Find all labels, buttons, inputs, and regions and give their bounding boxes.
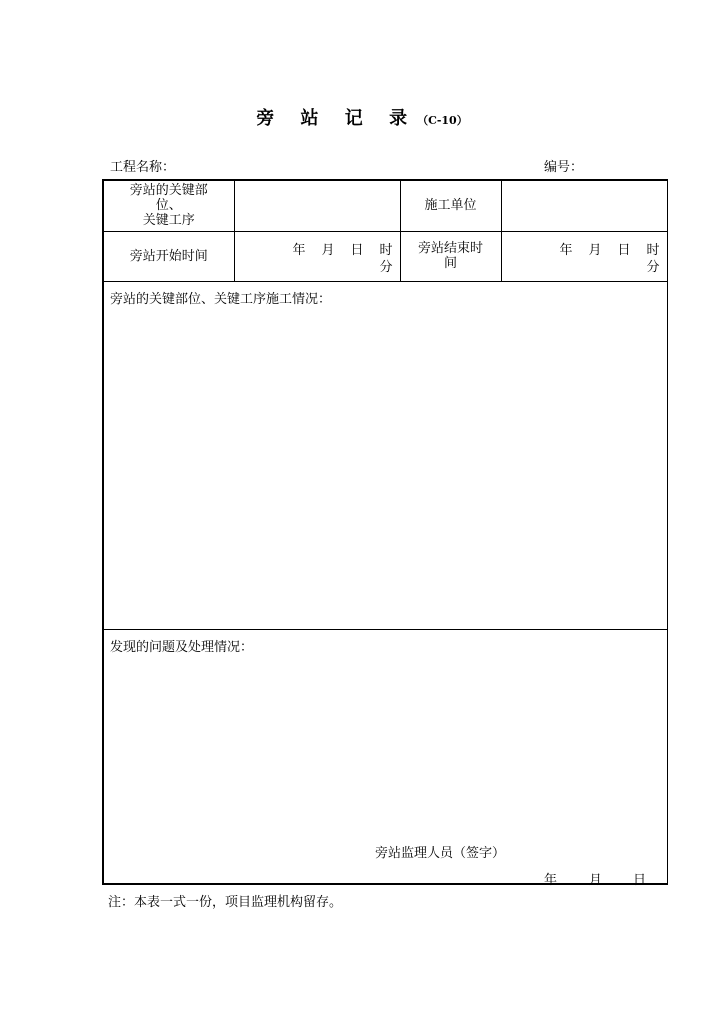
end-time-value-cell[interactable] <box>501 231 667 281</box>
end-hour-unit: 时 <box>646 242 660 258</box>
problems-section[interactable] <box>103 629 667 888</box>
end-year-unit: 年 <box>559 242 573 258</box>
problems-label: 发现的问题及处理情况： <box>110 639 254 655</box>
start-hour-unit: 时 <box>379 242 393 258</box>
start-month-unit: 月 <box>321 242 335 258</box>
supervision-record-table <box>102 179 668 888</box>
footer-note: 注：本表一式一份，项目监理机构留存。 <box>108 895 343 910</box>
start-time-value-cell[interactable] <box>234 231 400 281</box>
supervisor-signature-label: 旁站监理人员（签字） <box>375 845 506 861</box>
end-day-unit: 日 <box>617 242 631 258</box>
key-part-label-line1: 旁站的关键部 <box>129 183 208 199</box>
end-time-label-line2: 间 <box>443 256 457 271</box>
construction-unit-value-cell[interactable] <box>501 180 667 231</box>
number-label: 编号： <box>544 160 584 175</box>
title-main: 旁 站 记 录 <box>256 108 418 129</box>
document-title <box>0 104 724 130</box>
sign-month-unit: 月 <box>589 872 603 888</box>
situation-label: 旁站的关键部位、关键工序施工情况： <box>110 291 332 307</box>
end-minute-unit: 分 <box>646 259 660 275</box>
end-time-label-line1: 旁站结束时 <box>417 241 483 256</box>
key-part-label-line2: 位、 <box>155 198 182 214</box>
end-month-unit: 月 <box>588 242 602 258</box>
key-part-label-line3: 关键工序 <box>142 213 195 229</box>
start-minute-unit: 分 <box>379 259 393 275</box>
sign-day-unit: 日 <box>633 872 647 888</box>
key-part-value-cell[interactable] <box>234 180 400 231</box>
key-part-label-cell <box>103 180 234 231</box>
start-time-label: 旁站开始时间 <box>103 231 234 281</box>
end-time-label-cell <box>400 231 501 281</box>
start-day-unit: 日 <box>350 242 364 258</box>
start-year-unit: 年 <box>292 242 306 258</box>
form-code: （C-10） <box>417 114 468 127</box>
situation-section[interactable] <box>103 281 667 629</box>
project-name-label: 工程名称： <box>110 160 176 175</box>
sign-year-unit: 年 <box>544 872 558 888</box>
construction-unit-label: 施工单位 <box>400 180 501 231</box>
